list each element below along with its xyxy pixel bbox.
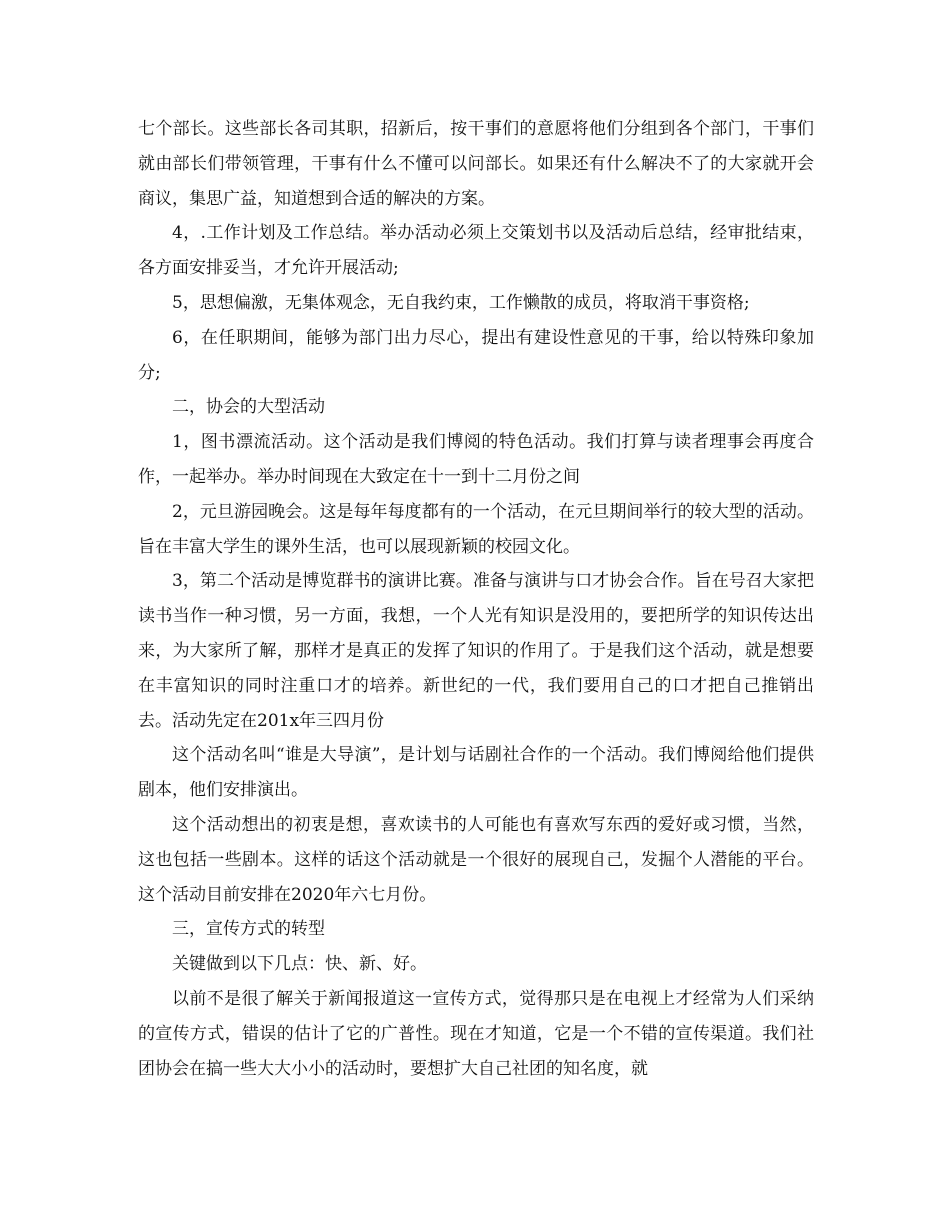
paragraph-0: 七个部长。这些部长各司其职，招新后，按干事们的意愿将他们分组到各个部门，干事们就由部长们带领管理，干事有什么不懂可以问部长。如果还有什么解决不了的大家就开会商议，集思广益，知道想到合适的解决的方案。 — [138, 119, 814, 209]
paragraph-6: 2，元旦游园晚会。这是每年每度都有的一个活动，在元旦期间举行的较大型的活动。旨在丰富大学生的课外生活，也可以展现新颖的校园文化。 — [138, 501, 814, 557]
paragraph-5: 1，图书漂流活动。这个活动是我们博阅的特色活动。我们打算与读者理事会再度合作，一起举办。举办时间现在大致定在十一到十二月份之间 — [138, 432, 814, 487]
paragraph-7: 3，第二个活动是博览群书的演讲比赛。准备与演讲与口才协会合作。旨在号召大家把读书当作一种习惯，另一方面，我想，一个人光有知识是没用的，要把所学的知识传达出来，为大家所了解，那样才是真正的发挥了知识的作用了。于是我们这个活动，就是想要在丰富知识的同时注重口才的培养。新世纪的一代，我们要用自己的口才把自己推销出去。活动先定在201x年三四月份 — [138, 571, 814, 731]
paragraph-8: 这个活动名叫“谁是大导演”，是计划与话剧社合作的一个活动。我们博阅给他们提供剧本，他们安排演出。 — [138, 745, 814, 801]
paragraph-11: 关键做到以下几点：快、新、好。 — [172, 954, 427, 975]
document-body — [138, 112, 814, 1086]
paragraph-9: 这个活动想出的初衷是想，喜欢读书的人可能也有喜欢写东西的爱好或习惯，当然，这也包括一些剧本。这样的话这个活动就是一个很好的展现自己，发掘个人潜能的平台。这个活动目前安排在2020年六七月份。 — [138, 814, 814, 905]
paragraph-2: 5，思想偏激，无集体观念，无自我约束，工作懒散的成员，将取消干事资格; — [172, 292, 750, 313]
section-heading-2: 二，协会的大型活动 — [172, 397, 325, 418]
paragraph-3: 6，在任职期间，能够为部门出力尽心，提出有建设性意见的干事，给以特殊印象加分; — [138, 327, 814, 383]
section-heading-3: 三，宣传方式的转型 — [172, 919, 325, 940]
paragraph-12: 以前不是很了解关于新闻报道这一宣传方式，觉得那只是在电视上才经常为人们采纳的宣传方式，错误的估计了它的广普性。现在才知道，它是一个不错的宣传渠道。我们社团协会在搞一些大大小小的活动时，要想扩大自己社团的知名度，就 — [138, 988, 814, 1079]
paragraph-1: 4，.工作计划及工作总结。举办活动必须上交策划书以及活动后总结，经审批结束，各方面安排妥当，才允许开展活动; — [138, 223, 814, 279]
